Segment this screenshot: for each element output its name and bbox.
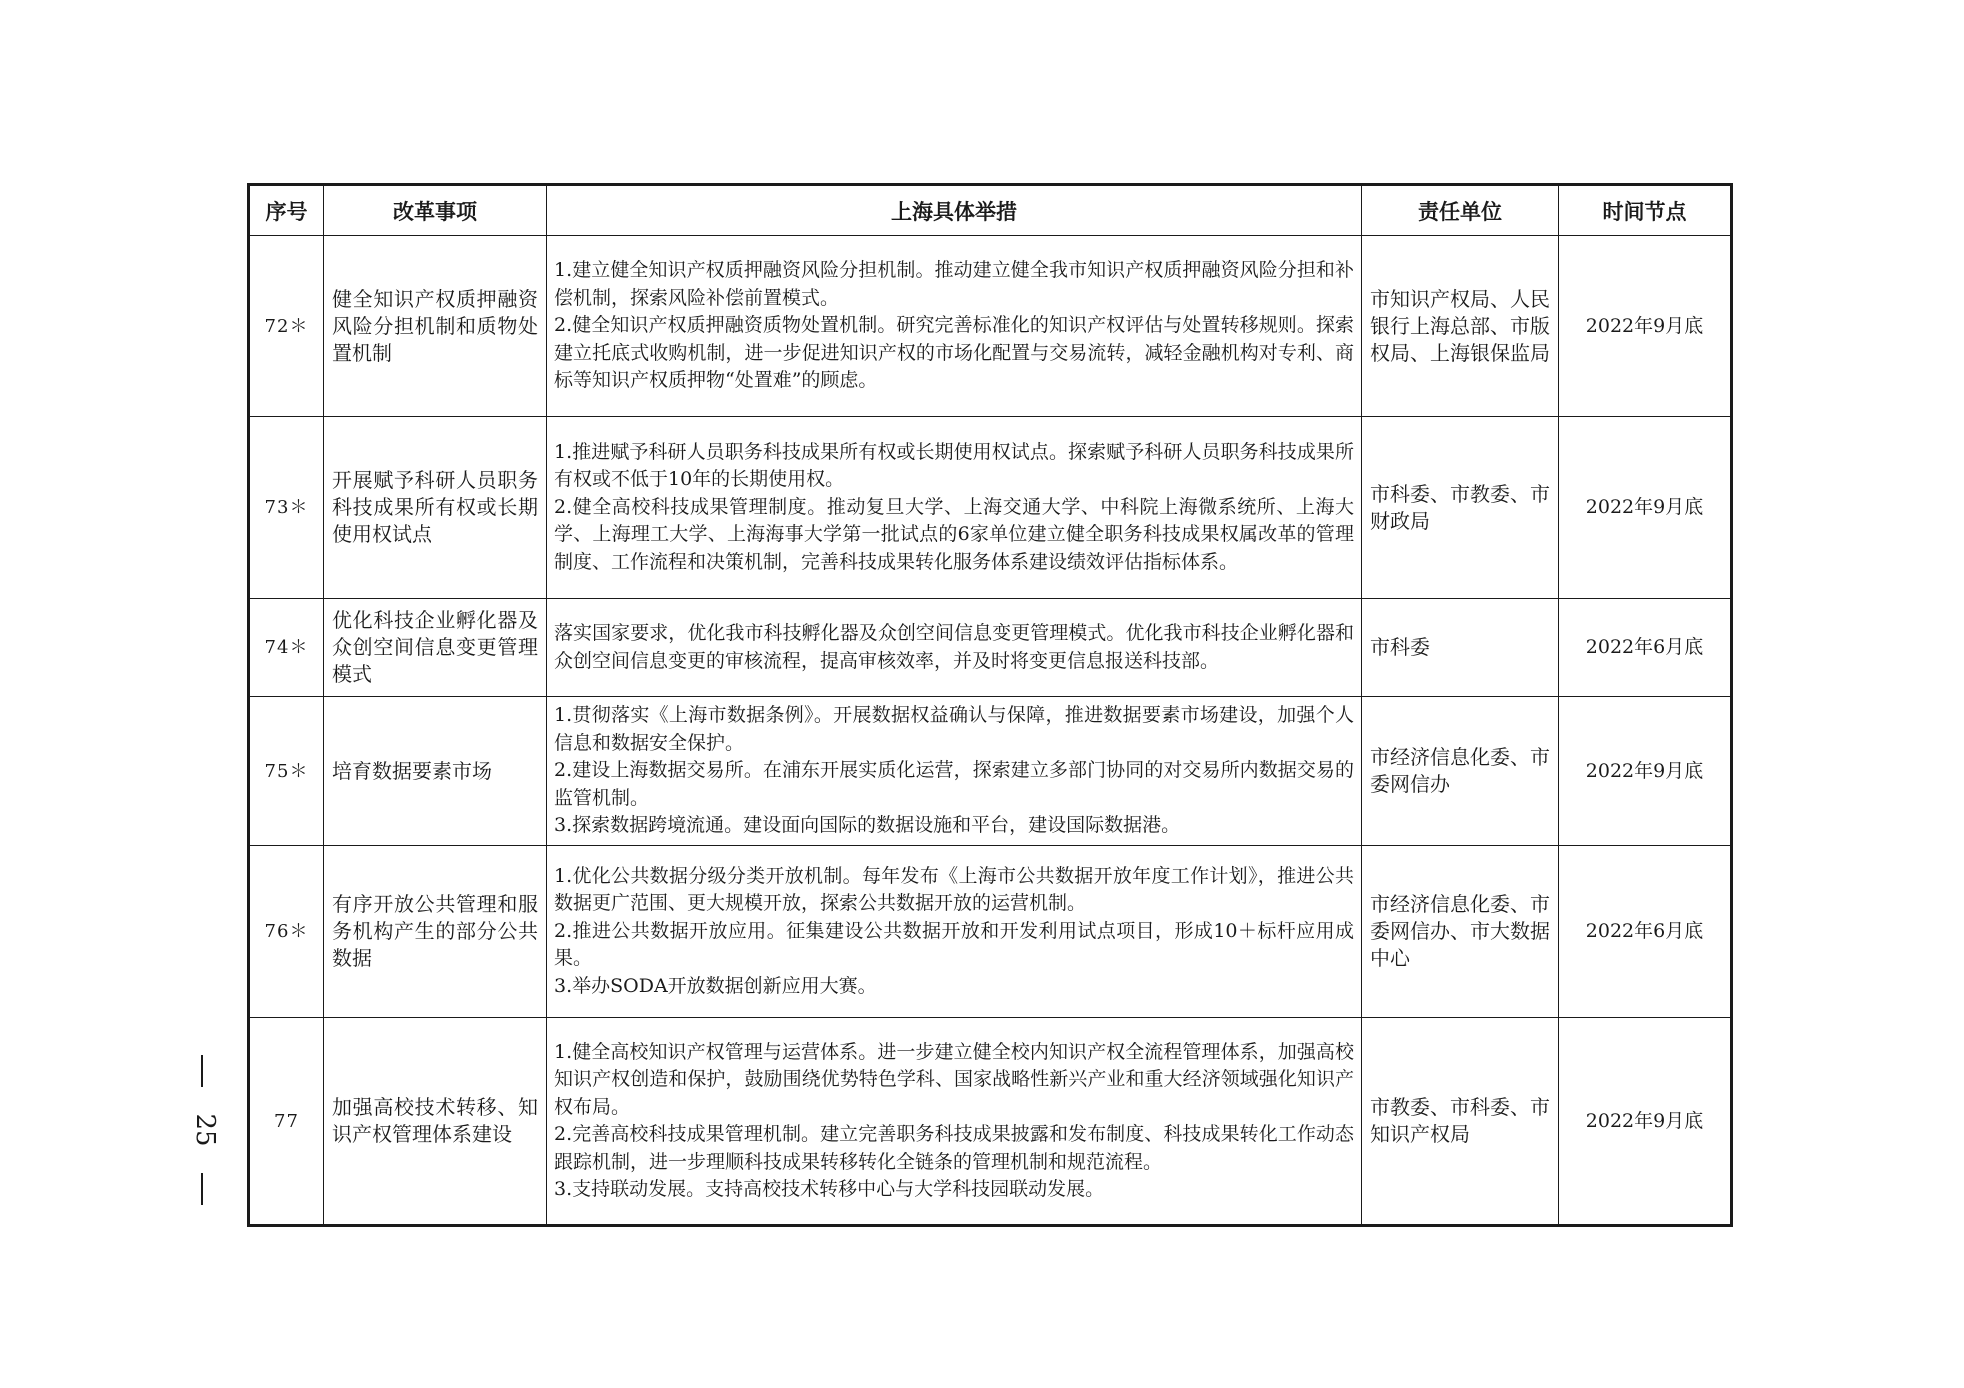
header-seq: 序号 xyxy=(250,186,324,236)
row-time: 2022年9月底 xyxy=(1559,417,1731,599)
reform-measures-table xyxy=(249,185,1731,1225)
row-unit: 市科委 xyxy=(1362,599,1559,697)
measure-text: 2.完善高校科技成果管理机制。建立完善职务科技成果披露和发布制度、科技成果转化工作动态跟踪机制，进一步理顺科技成果转移转化全链条的管理机制和规范流程。 xyxy=(554,1123,1354,1173)
row-unit: 市科委、市教委、市财政局 xyxy=(1362,417,1559,599)
row-measures xyxy=(547,1018,1362,1225)
table-row xyxy=(250,1018,1731,1225)
measure-text: 3.探索数据跨境流通。建设面向国际的数据设施和平台，建设国际数据港。 xyxy=(554,814,1181,837)
row-unit: 市经济信息化委、市委网信办、市大数据中心 xyxy=(1362,846,1559,1018)
row-item: 优化科技企业孵化器及众创空间信息变更管理模式 xyxy=(324,599,547,697)
row-time: 2022年6月底 xyxy=(1559,599,1731,697)
row-item: 加强高校技术转移、知识产权管理体系建设 xyxy=(324,1018,547,1225)
row-time: 2022年9月底 xyxy=(1559,236,1731,417)
row-item: 健全知识产权质押融资风险分担机制和质物处置机制 xyxy=(324,236,547,417)
row-seq: 72＊ xyxy=(250,236,324,417)
row-measures xyxy=(547,417,1362,599)
row-measures xyxy=(547,236,1362,417)
measure-text: 1.建立健全知识产权质押融资风险分担机制。推动建立健全我市知识产权质押融资风险分担和补偿机制，探索风险补偿前置模式。 xyxy=(554,259,1354,309)
reform-table-container xyxy=(247,183,1733,1227)
measure-text: 2.建设上海数据交易所。在浦东开展实质化运营，探索建立多部门协同的对交易所内数据交易的监管机制。 xyxy=(554,759,1354,809)
measure-text: 1.贯彻落实《上海市数据条例》。开展数据权益确认与保障，推进数据要素市场建设，加强个人信息和数据安全保护。 xyxy=(554,704,1354,754)
table-row xyxy=(250,417,1731,599)
measure-text: 2.健全知识产权质押融资质物处置机制。研究完善标准化的知识产权评估与处置转移规则。探索建立托底式收购机制，进一步促进知识产权的市场化配置与交易流转，减轻金融机构对专利、商标等知识产权质押物“处置难”的顾虑。 xyxy=(554,314,1354,392)
row-unit: 市经济信息化委、市委网信办 xyxy=(1362,697,1559,846)
header-time: 时间节点 xyxy=(1559,186,1731,236)
table-row xyxy=(250,599,1731,697)
measure-text: 1.健全高校知识产权管理与运营体系。进一步建立健全校内知识产权全流程管理体系，加强高校知识产权创造和保护，鼓励围绕优势特色学科、国家战略性新兴产业和重大经济领域强化知识产权布局。 xyxy=(554,1040,1354,1118)
row-time: 2022年9月底 xyxy=(1559,697,1731,846)
measure-text: 2.推进公共数据开放应用。征集建设公共数据开放和开发利用试点项目，形成10＋标杆应用成果。 xyxy=(554,919,1354,970)
header-unit: 责任单位 xyxy=(1362,186,1559,236)
page-number-rule-top xyxy=(201,1055,203,1087)
row-seq: 76＊ xyxy=(250,846,324,1018)
row-seq: 74＊ xyxy=(250,599,324,697)
row-item: 培育数据要素市场 xyxy=(324,697,547,846)
page-number: 25 xyxy=(190,1113,220,1147)
table-row xyxy=(250,846,1731,1018)
page-number-marker xyxy=(180,1055,224,1205)
table-header-row xyxy=(250,186,1731,236)
row-item: 开展赋予科研人员职务科技成果所有权或长期使用权试点 xyxy=(324,417,547,599)
measure-text: 3.举办SODA开放数据创新应用大赛。 xyxy=(554,974,877,997)
row-measures xyxy=(547,846,1362,1018)
table-row xyxy=(250,236,1731,417)
header-measures: 上海具体举措 xyxy=(547,186,1362,236)
row-measures xyxy=(547,599,1362,697)
measure-text: 2.健全高校科技成果管理制度。推动复旦大学、上海交通大学、中科院上海微系统所、上海大学、上海理工大学、上海海事大学第一批试点的6家单位建立健全职务科技成果权属改革的管理制度、工作流程和决策机制，完善科技成果转化服务体系建设绩效评估指标体系。 xyxy=(554,495,1354,573)
header-item: 改革事项 xyxy=(324,186,547,236)
measure-text: 落实国家要求，优化我市科技孵化器及众创空间信息变更管理模式。优化我市科技企业孵化器和众创空间信息变更的审核流程，提高审核效率，并及时将变更信息报送科技部。 xyxy=(554,622,1354,672)
row-unit: 市知识产权局、人民银行上海总部、市版权局、上海银保监局 xyxy=(1362,236,1559,417)
table-row xyxy=(250,697,1731,846)
measure-text: 1.优化公共数据分级分类开放机制。每年发布《上海市公共数据开放年度工作计划》，推进公共数据更广范围、更大规模开放，探索公共数据开放的运营机制。 xyxy=(554,864,1354,915)
page-number-rule-bottom xyxy=(201,1173,203,1205)
row-unit: 市教委、市科委、市知识产权局 xyxy=(1362,1018,1559,1225)
measure-text: 1.推进赋予科研人员职务科技成果所有权或长期使用权试点。探索赋予科研人员职务科技成果所有权或不低于10年的长期使用权。 xyxy=(554,440,1354,491)
row-seq: 73＊ xyxy=(250,417,324,599)
row-time: 2022年6月底 xyxy=(1559,846,1731,1018)
row-seq: 75＊ xyxy=(250,697,324,846)
row-time: 2022年9月底 xyxy=(1559,1018,1731,1225)
row-seq: 77 xyxy=(250,1018,324,1225)
row-measures xyxy=(547,697,1362,846)
measure-text: 3.支持联动发展。支持高校技术转移中心与大学科技园联动发展。 xyxy=(554,1178,1105,1200)
row-item: 有序开放公共管理和服务机构产生的部分公共数据 xyxy=(324,846,547,1018)
